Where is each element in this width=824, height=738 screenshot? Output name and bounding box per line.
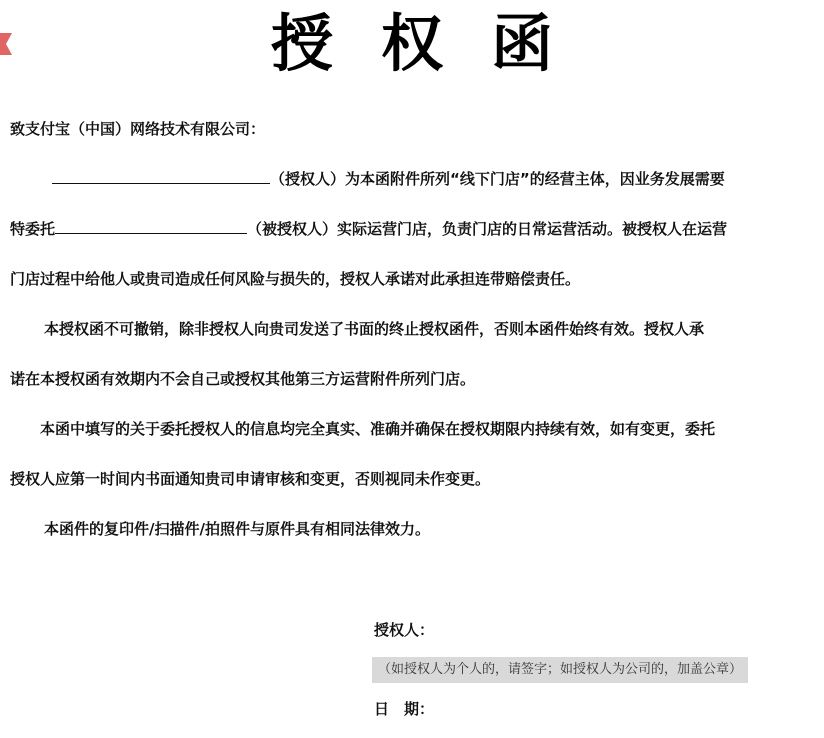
paragraph-4: 本函件的复印件/扫描件/拍照件与原件具有相同法律效力。 — [44, 520, 430, 538]
paragraph-2-line-1: 本授权函不可撤销，除非授权人向贵司发送了书面的终止授权函件，否则本函件始终有效。授权人承 — [44, 320, 705, 338]
signature-label: 授权人： — [374, 621, 435, 639]
paragraph-1-line-2-tail: （被授权人）实际运营门店，负责门店的日常运营活动。被授权人在运营 — [247, 220, 728, 238]
paragraph-3-line-2: 授权人应第一时间内书面通知贵司申请审核和变更，否则视同未作变更。 — [10, 470, 491, 488]
paragraph-2-line-2: 诺在本授权函有效期内不会自己或授权其他第三方运营附件所列门店。 — [10, 370, 476, 388]
paragraph-3-line-1: 本函中填写的关于委托授权人的信息均完全真实、准确并确保在授权期限内持续有效，如有变更，委托 — [40, 420, 716, 438]
authorizer-blank[interactable] — [52, 169, 270, 184]
recipient-line: 致支付宝（中国）网络技术有限公司： — [10, 120, 266, 138]
paragraph-1-line-1-text: （授权人）为本函附件所列“线下门店”的经营主体，因业务发展需要 — [270, 170, 725, 188]
paragraph-1-line-2-head: 特委托 — [10, 220, 56, 238]
signature-note: （如授权人为个人的，请签字；如授权人为公司的，加盖公章） — [372, 657, 748, 683]
paragraph-1-line-3: 门店过程中给他人或贵司造成任何风险与损失的，授权人承诺对此承担连带赔偿责任。 — [10, 270, 581, 288]
paragraph-1-line-2 — [10, 218, 727, 240]
date-label: 日 期： — [374, 700, 435, 718]
authorized-party-blank[interactable] — [55, 219, 247, 234]
paragraph-1-line-1 — [52, 168, 725, 190]
document-title: 授权函 — [270, 7, 601, 80]
